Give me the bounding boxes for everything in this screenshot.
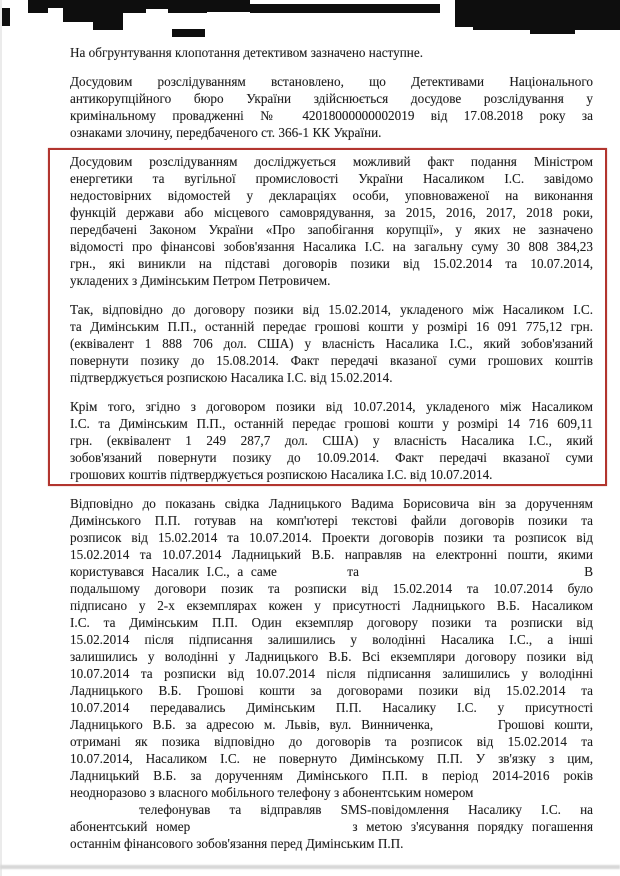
text-segment: недостовірних відомостей у деклараціях особи, уповноваженої на виконання — [70, 188, 593, 203]
text-line — [70, 665, 593, 682]
text-line — [70, 631, 593, 648]
scan-bottom-edge-artifact — [0, 865, 620, 869]
text-segment: грн., які виникли на підставі договорів позики від 15.02.2014 та 10.07.2014, — [70, 256, 593, 271]
text-segment: Крім того, згідно з договором позики від 10.07.2014, укладеного між Насаликом — [70, 399, 593, 414]
text-segment: 10.07.2014 передавались Димінським П.П. Насалику І.С. у присутності — [70, 700, 593, 715]
text-segment: кримінальному провадженні № 42018000000002019 від 17.08.2018 року за — [70, 108, 593, 123]
text-line — [70, 466, 593, 483]
paragraph-highlighted-fact — [70, 153, 593, 289]
text-line — [70, 733, 593, 750]
text-segment: 10.07.2014, Насаликом І.С. не повернуто Димінському П.П. У зв'язку з цим, — [70, 751, 593, 766]
text-segment: грн. (еквівалент 1 249 287,7 дол. США) у власність Насалика І.С., який — [70, 433, 593, 448]
text-line — [70, 801, 593, 818]
text-line — [70, 272, 593, 289]
text-line — [70, 318, 593, 335]
text-line — [70, 335, 593, 352]
paragraph-highlighted-loan-2 — [70, 398, 593, 483]
text-segment: повернути позику до 15.08.2014. Факт передачі вказаної суми грошових коштів — [70, 353, 593, 368]
text-segment: енергетики та вугільної промисловості України Насаликом І.С. завідомо — [70, 171, 593, 186]
paragraph-intro-statement — [70, 44, 593, 61]
redaction-block — [123, 0, 146, 13]
text-line — [70, 512, 593, 529]
text-line — [70, 767, 593, 784]
text-line — [70, 204, 593, 221]
text-line — [70, 124, 593, 141]
text-segment: Ладницький В.Б. за дорученням Димінського П.П. в період 2014-2016 років — [70, 768, 593, 783]
text-segment: грошових коштів підтверджується розпискою Насалика І.С. від 10.07.2014. — [70, 467, 493, 482]
text-segment: Досудовим розслідуванням досліджується можливий факт подання Міністром — [70, 154, 593, 169]
text-segment: користувався Насалик І.С., а саме — [70, 564, 277, 579]
text-segment: та Димінським П.П., останній передає грошові кошти у розмірі 16 091 775,12 грн. — [70, 319, 593, 334]
text-line — [70, 238, 593, 255]
text-segment: І.С. та Димінським П.П., останній передає грошові кошти у розмірі 14 716 609,11 — [70, 416, 593, 431]
redacted-gap — [443, 728, 488, 729]
text-line — [70, 648, 593, 665]
text-line — [70, 432, 593, 449]
redaction-block — [575, 0, 620, 30]
text-segment: та — [347, 564, 359, 579]
text-line — [70, 221, 593, 238]
text-segment: підтверджується розпискою Насалика І.С. від 15.02.2014. — [70, 370, 393, 385]
text-line — [70, 597, 593, 614]
redacted-gap — [285, 575, 340, 576]
text-segment: подальшому договори позик та розписки від 15.02.2014 та 10.07.2014 було — [70, 581, 593, 596]
paragraph-witness-testimony — [70, 495, 593, 852]
redaction-block — [250, 4, 440, 13]
text-segment: Ладницького В.Б. за адресою м. Львів, вул. Винниченка, — [70, 717, 434, 732]
redaction-block — [28, 0, 48, 13]
text-segment: І.С. та Димінським П.П. Один екземпляр договору позики та розписки від — [70, 615, 593, 630]
text-segment: функцій держави або місцевого самоврядування, за 2015, 2016, 2017, 2018 роки, — [70, 205, 593, 220]
text-line — [70, 90, 593, 107]
redaction-block — [93, 0, 123, 30]
text-line — [70, 255, 593, 272]
text-line — [70, 449, 593, 466]
redaction-block — [63, 0, 93, 22]
text-segment: підписано у 2-х екземплярах кожен у присутності Ладницького В.Б. Насаликом — [70, 598, 593, 613]
text-line — [70, 750, 593, 767]
text-line — [70, 153, 593, 170]
text-line — [70, 170, 593, 187]
redacted-gap — [367, 575, 577, 576]
text-segment: розписок від 15.02.2014 та 10.07.2014. Проекти договорів позики та розписок від — [70, 530, 593, 545]
text-segment: останнім фінансового зобов'язання перед Димінським П.П. — [70, 836, 404, 851]
text-line — [70, 682, 593, 699]
text-segment: телефонував та відправляв SMS-повідомлення Насалику І.С. на — [139, 802, 593, 817]
text-segment: Так, відповідно до договору позики від 15.02.2014, укладеного між Насаликом І.С. — [70, 302, 593, 317]
text-line — [70, 699, 593, 716]
text-segment: На обгрунтування клопотання детективом зазначено наступне. — [70, 45, 423, 60]
redaction-block — [455, 0, 473, 27]
text-line — [70, 580, 593, 597]
redacted-gap — [70, 813, 120, 814]
text-segment: Досудовим розслідуванням встановлено, що Детективами Національного — [70, 74, 593, 89]
text-line — [70, 187, 593, 204]
text-line — [70, 529, 593, 546]
text-segment: укладених з Димінським Петром Петровичем. — [70, 273, 331, 288]
text-segment: Ладницького В.Б. Грошові кошти за договорами позики від 15.02.2014 та — [70, 683, 593, 698]
text-line — [70, 716, 593, 733]
text-line — [70, 398, 593, 415]
redaction-block — [530, 0, 575, 34]
paragraph-case-info — [70, 73, 593, 141]
text-line — [70, 614, 593, 631]
text-line — [70, 301, 593, 318]
text-segment: 15.02.2014 після підписання залишились у володінні Насалика І.С., а інші — [70, 632, 593, 647]
redaction-block — [146, 0, 168, 9]
text-segment: з метою з'ясування порядку погашення — [352, 819, 593, 834]
text-segment: неодноразово з власного мобільного телефону з абонентським номером — [70, 785, 474, 800]
text-segment: зобов'язаний повернути позику до 10.09.2014. Факт передачі вказаної суми — [70, 450, 593, 465]
redacted-gap — [199, 830, 344, 831]
text-segment: антикорупційного бюро України здійснюється досудове розслідування у — [70, 91, 593, 106]
text-segment: (еквівалент 1 888 706 дол. США) у власність Насалика І.С., який зобов'язаний — [70, 336, 593, 351]
redaction-block — [473, 0, 530, 30]
text-line — [70, 369, 593, 386]
text-segment: 10.07.2014 та розписки від 10.07.2014 після підписання залишились у володінні — [70, 666, 593, 681]
text-line — [70, 107, 593, 124]
paragraph-highlighted-loan-1 — [70, 301, 593, 386]
text-segment: ознаками злочину, передбаченого ст. 366-1 КК України. — [70, 125, 382, 140]
text-line — [70, 563, 593, 580]
text-segment: 15.02.2014 та 10.07.2014 Ладницький В.Б. направляв на електронні пошти, якими — [70, 547, 593, 562]
text-segment: Грошові кошти, — [497, 717, 593, 732]
text-line — [70, 44, 593, 61]
text-segment: В — [584, 564, 593, 579]
text-line — [70, 784, 593, 801]
text-segment: залишились у володінні у Ладницького В.Б. Всі екземпляри договору позики від — [70, 649, 593, 664]
redaction-block — [168, 0, 207, 13]
text-segment: Димінського П.П. готував на комп'ютері текстові файли договорів позики та — [70, 513, 593, 528]
text-line — [70, 352, 593, 369]
text-line — [70, 415, 593, 432]
redaction-block — [48, 0, 63, 8]
text-line — [70, 73, 593, 90]
text-line — [70, 495, 593, 512]
text-segment: Відповідно до показань свідка Ладницького Вадима Борисовича він за дорученням — [70, 496, 593, 511]
redaction-block — [207, 0, 250, 12]
document-text — [70, 44, 593, 864]
text-segment: отримані як позика відповідно до договорів та розписок від 15.02.2014 та — [70, 734, 593, 749]
text-line — [70, 835, 593, 852]
text-segment: передбачені Законом України «Про запобігання корупції», у яких не зазначено — [70, 222, 593, 237]
text-segment: абонентський номер — [70, 819, 191, 834]
text-line — [70, 546, 593, 563]
scan-left-edge-artifact — [0, 0, 2, 876]
redaction-block — [172, 29, 205, 37]
text-line — [70, 818, 593, 835]
text-segment: відомості про фінансові зобов'язання Насалика І.С. на загальну суму 30 808 384,23 — [70, 239, 593, 254]
